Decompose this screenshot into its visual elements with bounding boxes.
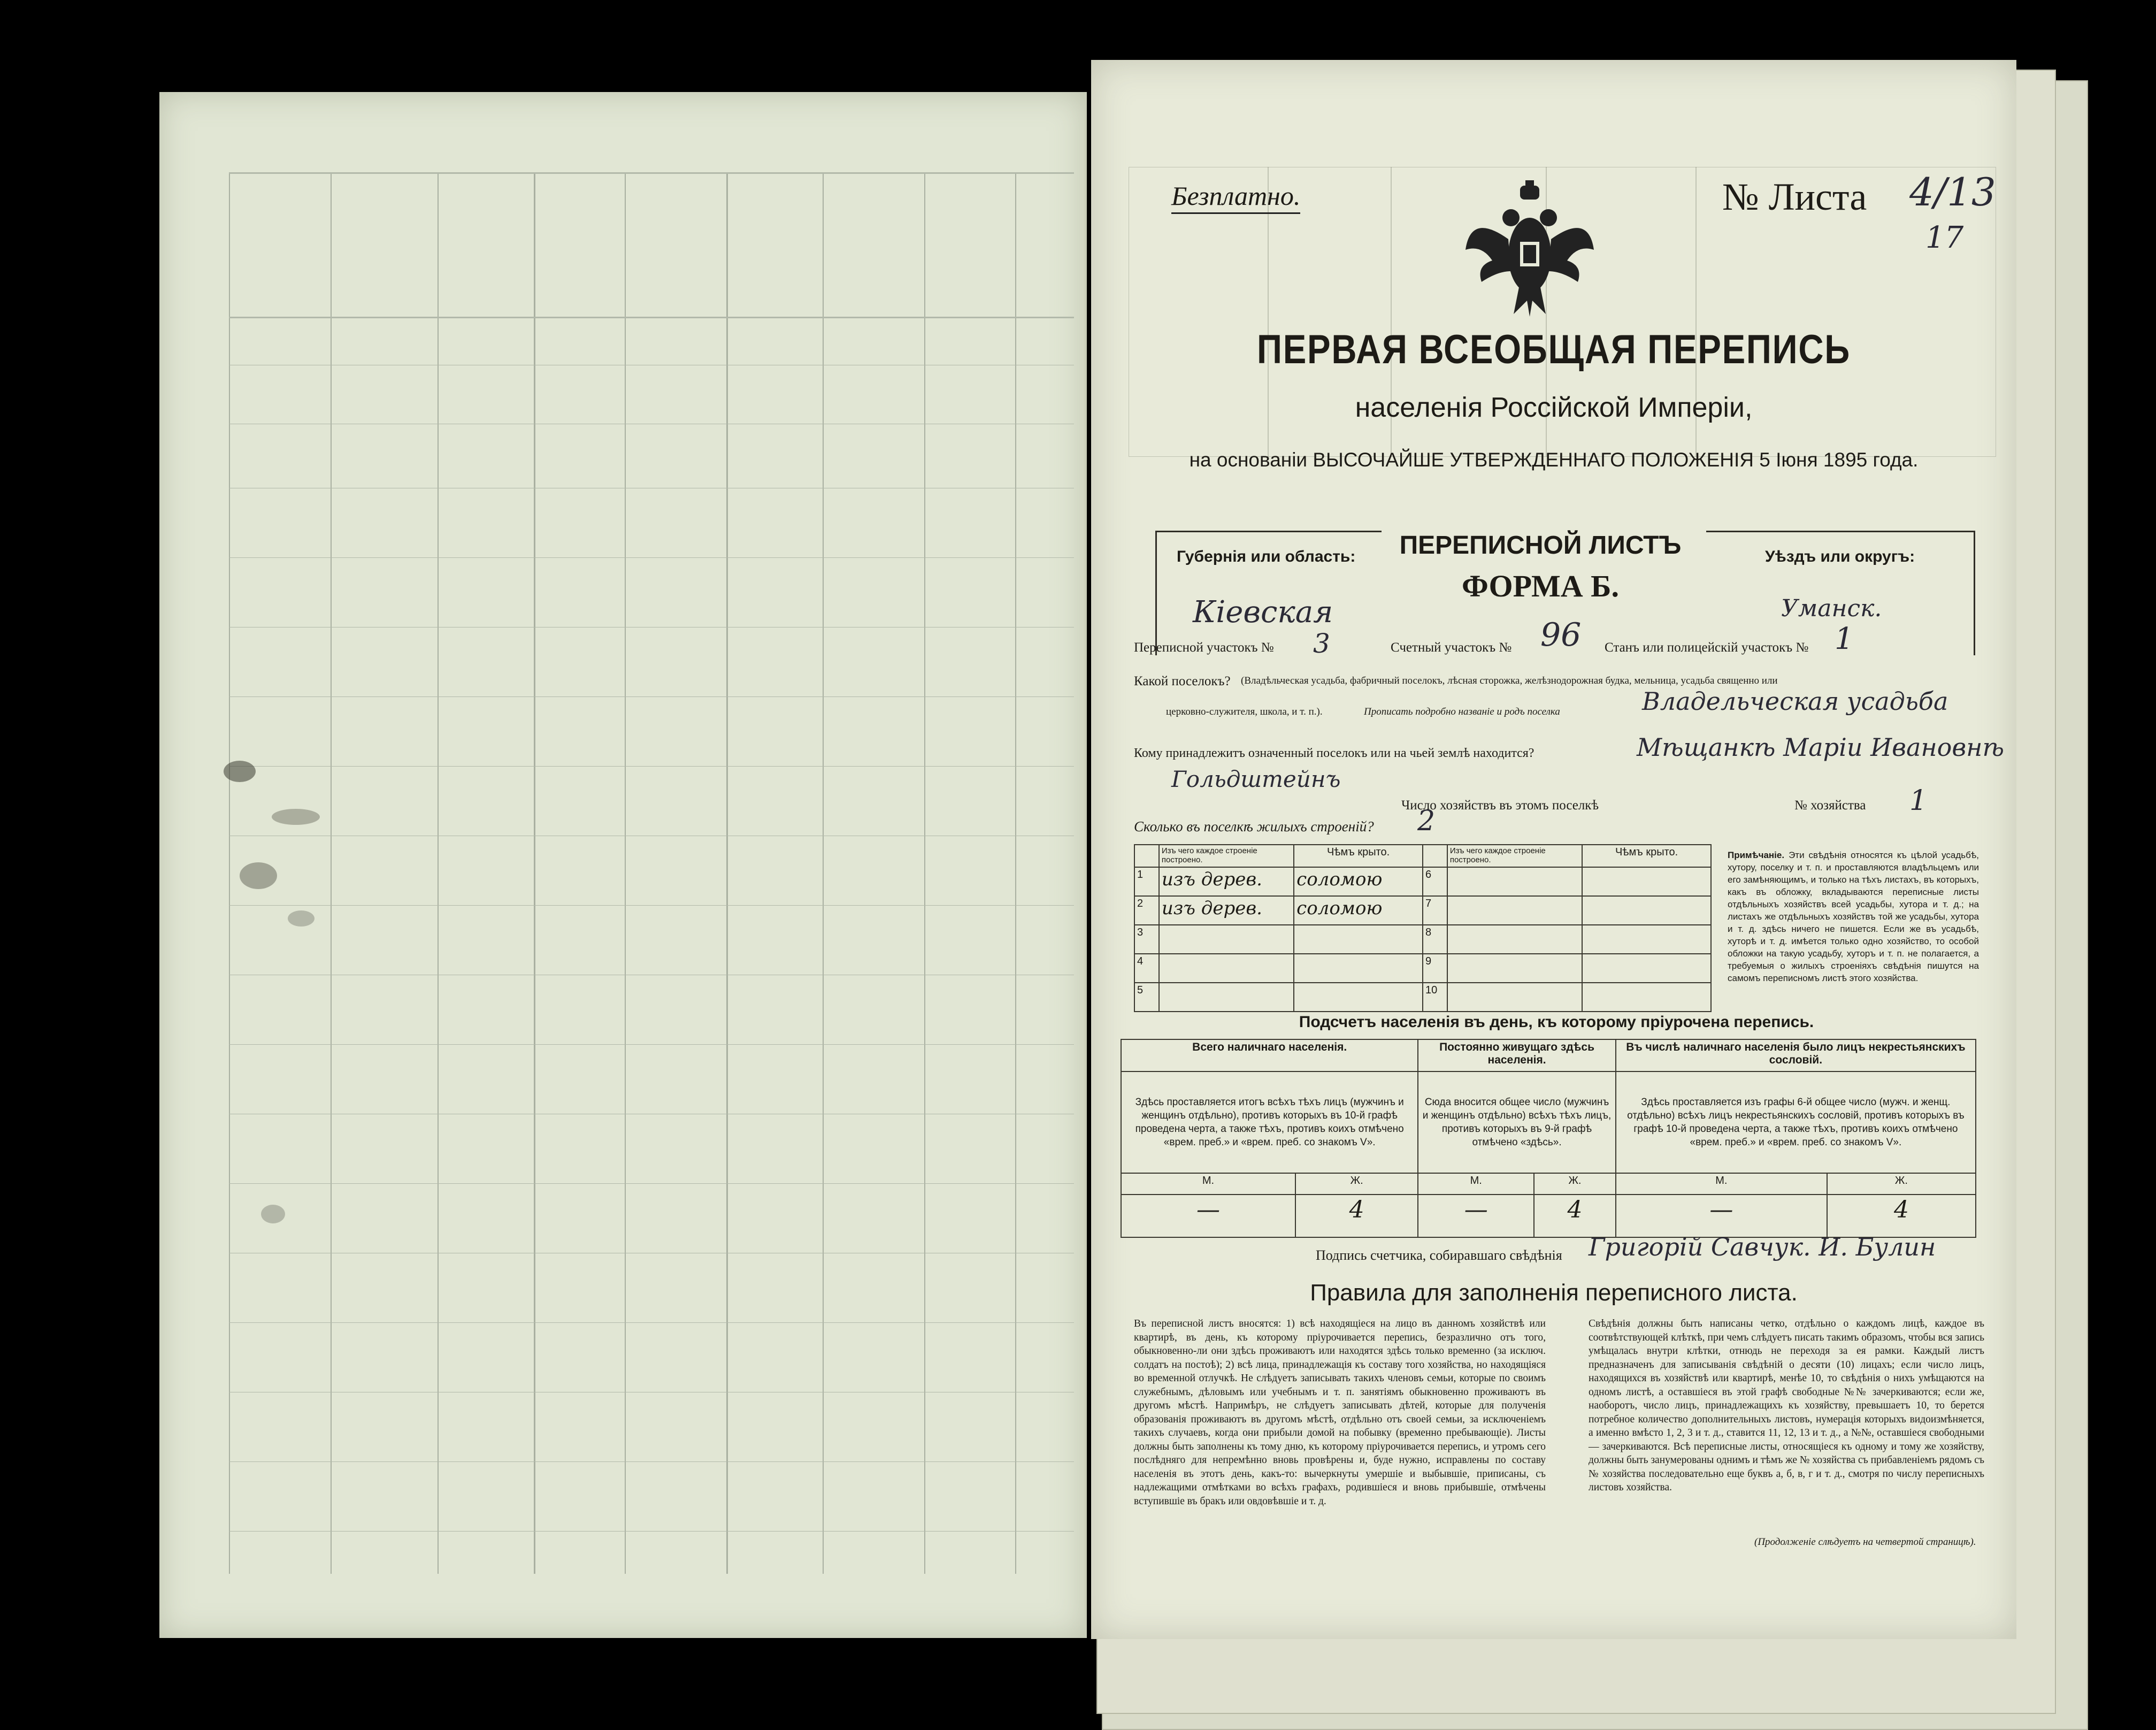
settlement-hint-1: (Владѣльческая усадьба, фабричный поселокъ, лѣсная сторожка, желѣзнодорожная будка, мельница, усадьба священно или bbox=[1241, 675, 1778, 686]
row-number: 7 bbox=[1423, 896, 1447, 925]
count-col-head: Постоянно живущаго здѣсь населенія. bbox=[1418, 1039, 1615, 1071]
owner-label: Кому принадлежитъ означенный поселокъ или на чьей землѣ находится? bbox=[1134, 746, 1534, 760]
female-count: 4 bbox=[1295, 1195, 1418, 1237]
count-area-value: 96 bbox=[1540, 616, 1582, 654]
row-number: 4 bbox=[1134, 954, 1159, 983]
continued-note: (Продолженіе слѣдуетъ на четвертой страницѣ). bbox=[1754, 1536, 1976, 1548]
row-number: 10 bbox=[1423, 983, 1447, 1012]
count-col-head: Въ числѣ наличнаго населенія было лицъ некрестьянскихъ сословій. bbox=[1616, 1039, 1976, 1071]
note bbox=[1728, 849, 1979, 984]
row-number: 8 bbox=[1423, 925, 1447, 954]
guberniya-value: Кіевская bbox=[1193, 595, 1333, 630]
stan-value: 1 bbox=[1835, 622, 1854, 656]
female-count: 4 bbox=[1827, 1195, 1976, 1237]
census-area-label: Переписной участокъ № bbox=[1134, 640, 1274, 655]
row-number: 5 bbox=[1134, 983, 1159, 1012]
row-number: 3 bbox=[1134, 925, 1159, 954]
owner-value-1: Мѣщанкѣ Маріи Ивановнѣ bbox=[1637, 733, 2005, 762]
population-count-table bbox=[1121, 1039, 1976, 1238]
settlement-hint-2: церковно-служителя, школа, и т. п.). bbox=[1166, 706, 1323, 717]
roof-header: Чѣмъ крыто. bbox=[1582, 845, 1711, 867]
row-number: 9 bbox=[1423, 954, 1447, 983]
uezd-label: Уѣздъ или округъ: bbox=[1765, 548, 1915, 565]
settlement-hint-3: Прописать подробно названіе и родъ поселка bbox=[1364, 706, 1560, 717]
material-header: Изъ чего каждое строеніе построено. bbox=[1159, 845, 1294, 867]
rules-title: Правила для заполненія переписного листа. bbox=[1310, 1280, 1798, 1306]
households-label: Число хозяйствъ въ этомъ поселкѣ bbox=[1401, 798, 1599, 813]
owner-value-2: Гольдштейнъ bbox=[1171, 766, 1341, 792]
female-count: 4 bbox=[1534, 1195, 1616, 1237]
buildings-table bbox=[1134, 844, 1712, 1012]
male-count: — bbox=[1616, 1195, 1827, 1237]
material-header: Изъ чего каждое строеніе построено. bbox=[1447, 845, 1582, 867]
male-label: М. bbox=[1121, 1173, 1295, 1195]
male-label: М. bbox=[1616, 1173, 1827, 1195]
female-label: Ж. bbox=[1295, 1173, 1418, 1195]
form-basis: на основаніи ВЫСОЧАЙШЕ УТВЕРЖДЕННАГО ПОЛОЖЕНІЯ 5 Іюня 1895 года. bbox=[1189, 449, 1919, 471]
census-form-page bbox=[1091, 60, 2016, 1639]
count-col-text: Сюда вносится общее число (мужчинъ и женщинъ отдѣльно) всѣхъ тѣхъ лицъ, противъ которыхъ въ 9-й графѣ отмѣчено «здѣсь». bbox=[1418, 1071, 1615, 1173]
form-title: ПЕРВАЯ ВСЕОБЩАЯ ПЕРЕПИСЬ bbox=[1257, 327, 1851, 372]
guberniya-label: Губернія или область: bbox=[1177, 548, 1356, 565]
male-count: — bbox=[1418, 1195, 1534, 1237]
uezd-value: Уманск. bbox=[1781, 595, 1882, 622]
note-text: Эти свѣдѣнія относятся къ цѣлой усадьбѣ, хутору, поселку и т. п. и проставляются владѣльцемъ или его замѣняющимъ, и только на тѣхъ листахъ, въ которыхъ, какъ въ обложку, вкладываются переписные листы отдѣльныхъ хозяйствъ всей усадьбы, хутора и т. д.; на листахъ же отдѣльныхъ хозяйствъ той же усадьбы, хутора и т. д. здѣсь ничего не пишется. Если же въ усадьбѣ, хуторѣ и т. д. имѣется только одно хозяйство, то особой обложки на такую усадьбу, хуторъ и т. п. не полагается, а требуемыя о жилыхъ строеніяхъ свѣдѣнія пишутся на самомъ переписномъ листѣ этого хозяйства. bbox=[1728, 850, 1979, 983]
form-name: ФОРМА Б. bbox=[1462, 569, 1619, 603]
row-number: 6 bbox=[1423, 867, 1447, 896]
settlement-value: Владельческая усадьба bbox=[1642, 687, 1948, 716]
building-material: изъ дерев. bbox=[1159, 896, 1294, 925]
male-label: М. bbox=[1418, 1173, 1534, 1195]
buildings-label: Сколько въ поселкѣ жилыхъ строеній? bbox=[1134, 818, 1374, 835]
building-roof: соломою bbox=[1294, 867, 1423, 896]
household-no-label: № хозяйства bbox=[1794, 798, 1866, 813]
count-area-label: Счетный участокъ № bbox=[1391, 640, 1512, 655]
building-roof: соломою bbox=[1294, 896, 1423, 925]
signature-value: Григорій Савчук. И. Булин bbox=[1589, 1233, 1936, 1261]
stan-label: Станъ или полицейскій участокъ № bbox=[1605, 640, 1809, 655]
male-count: — bbox=[1121, 1195, 1295, 1237]
census-area-value: 3 bbox=[1313, 628, 1330, 659]
note-label: Примѣчаніе. bbox=[1728, 850, 1785, 860]
roof-header: Чѣмъ крыто. bbox=[1294, 845, 1423, 867]
rules-left-text: Въ переписной листъ вносятся: 1) всѣ находящіеся на лицо въ данномъ хозяйствѣ или квартирѣ, въ день, къ которому пріурочивается перепись, безразлично отъ того, обыкновенно-ли они здѣсь проживаютъ или находятся здѣсь только временно (за исключ. солдатъ на постоѣ); 2) всѣ лица, принадлежащія къ составу того хозяйства, но находящіяся во временной отлучкѣ. Не слѣдуетъ записывать такихъ членовъ семьи, которые по своимъ служебнымъ, дѣловымъ или учебнымъ и т. п. занятіямъ обыкновенно проживаютъ въ другомъ мѣстѣ. Напримѣръ, не слѣдуетъ записывать дѣтей, которые для полученія образованія проживаютъ въ другомъ мѣстѣ, отдѣльно отъ своей семьи, за исключеніемъ такихъ случаевъ, когда они прибыли домой на побывку (временно пребывающіе). Листы должны быть заполнены къ тому дню, къ которому пріурочивается перепись, и утромъ сего послѣдняго для непремѣнно вновь провѣрены и, буде нужно, исправлены по составу населенія въ этотъ день, какъ-то: вычеркнуты умершіе и выбывшіе, приписаны, съ надлежащими отмѣтками во всѣхъ графахъ, родившіеся и вновь прибывшіе, отмѣчены вступившіе въ бракъ или овдовѣвшіе и т. д. bbox=[1134, 1318, 1546, 1507]
female-label: Ж. bbox=[1534, 1173, 1616, 1195]
double-headed-eagle-icon bbox=[1460, 180, 1599, 319]
rules-right-text: Свѣдѣнія должны быть написаны четко, отдѣльно о каждомъ лицѣ, каждое въ соотвѣтствующей клѣткѣ, при чемъ слѣдуетъ писать такимъ образомъ, чтобы вся запись умѣщалась внутри клѣтки, отнюдь не переходя за ея рамки. Каждый листъ предназначенъ для записыванія свѣдѣній о десяти (10) лицахъ; если число лицъ, находящихся въ хозяйствѣ или квартирѣ, менѣе 10, то свѣдѣнія о нихъ умѣщаются на одномъ листѣ, а оставшіеся въ этой графѣ свободные №№ зачеркиваются; если же, наоборотъ, число лицъ, принадлежащихъ къ хозяйству, превышаетъ 10, то берется потребное количество дополнительныхъ листовъ, нумерація которыхъ видоизмѣняется, а именно вмѣсто 1, 2, 3 и т. д., ставится 11, 12, 13 и т. д., а №№, оставшіеся свободными — зачеркиваются. Всѣ переписные листы, относящіеся къ одному и тому же хозяйству, должны быть занумерованы однимъ и тѣмъ же № хозяйства съ прибавленіемъ рядомъ съ № хозяйства последовательно еще буквъ а, б, в, г и т. д., смотря по числу переписныхъ листовъ хозяйства. bbox=[1589, 1318, 1984, 1493]
settlement-label: Какой поселокъ? bbox=[1134, 674, 1231, 688]
sheet-number-value: 4/13 bbox=[1909, 170, 1996, 215]
row-number: 1 bbox=[1134, 867, 1159, 896]
count-col-text: Здѣсь проставляется итогъ всѣхъ тѣхъ лицъ (мужчинъ и женщинъ отдѣльно), противъ которыхъ въ 10-й графѣ проведена черта, а также тѣхъ, противъ коихъ отмѣчено «врем. преб.» и «врем. преб. со знакомъ V». bbox=[1121, 1071, 1418, 1173]
count-title: Подсчетъ населенія въ день, къ которому пріурочена перепись. bbox=[1299, 1013, 1814, 1031]
household-no-value: 1 bbox=[1909, 785, 1928, 817]
count-col-text: Здѣсь проставляется изъ графы 6-й общее число (мужч. и женщ. отдѣльно) всѣхъ лицъ некрестьянскихъ сословій, противъ которыхъ въ графѣ 10-й проведена черта, а также тѣхъ, противъ коихъ отмѣчено «врем. преб.» и «врем. преб. со знакомъ V». bbox=[1616, 1071, 1976, 1173]
sheet-number-label: № Листа bbox=[1722, 175, 1867, 218]
sheet-number-value-2: 17 bbox=[1925, 220, 1964, 255]
signature-label: Подпись счетчика, собиравшаго свѣдѣнія bbox=[1316, 1247, 1562, 1263]
sheet-title: ПЕРЕПИСНОЙ ЛИСТЪ bbox=[1399, 531, 1682, 560]
left-page bbox=[159, 92, 1087, 1638]
free-label: Безплатно. bbox=[1171, 180, 1300, 214]
buildings-value: 2 bbox=[1417, 805, 1436, 837]
count-col-head: Всего наличнаго населенія. bbox=[1121, 1039, 1418, 1071]
building-material: изъ дерев. bbox=[1159, 867, 1294, 896]
female-label: Ж. bbox=[1827, 1173, 1976, 1195]
row-number: 2 bbox=[1134, 896, 1159, 925]
form-subtitle: населенія Россійской Имперіи, bbox=[1355, 392, 1753, 423]
